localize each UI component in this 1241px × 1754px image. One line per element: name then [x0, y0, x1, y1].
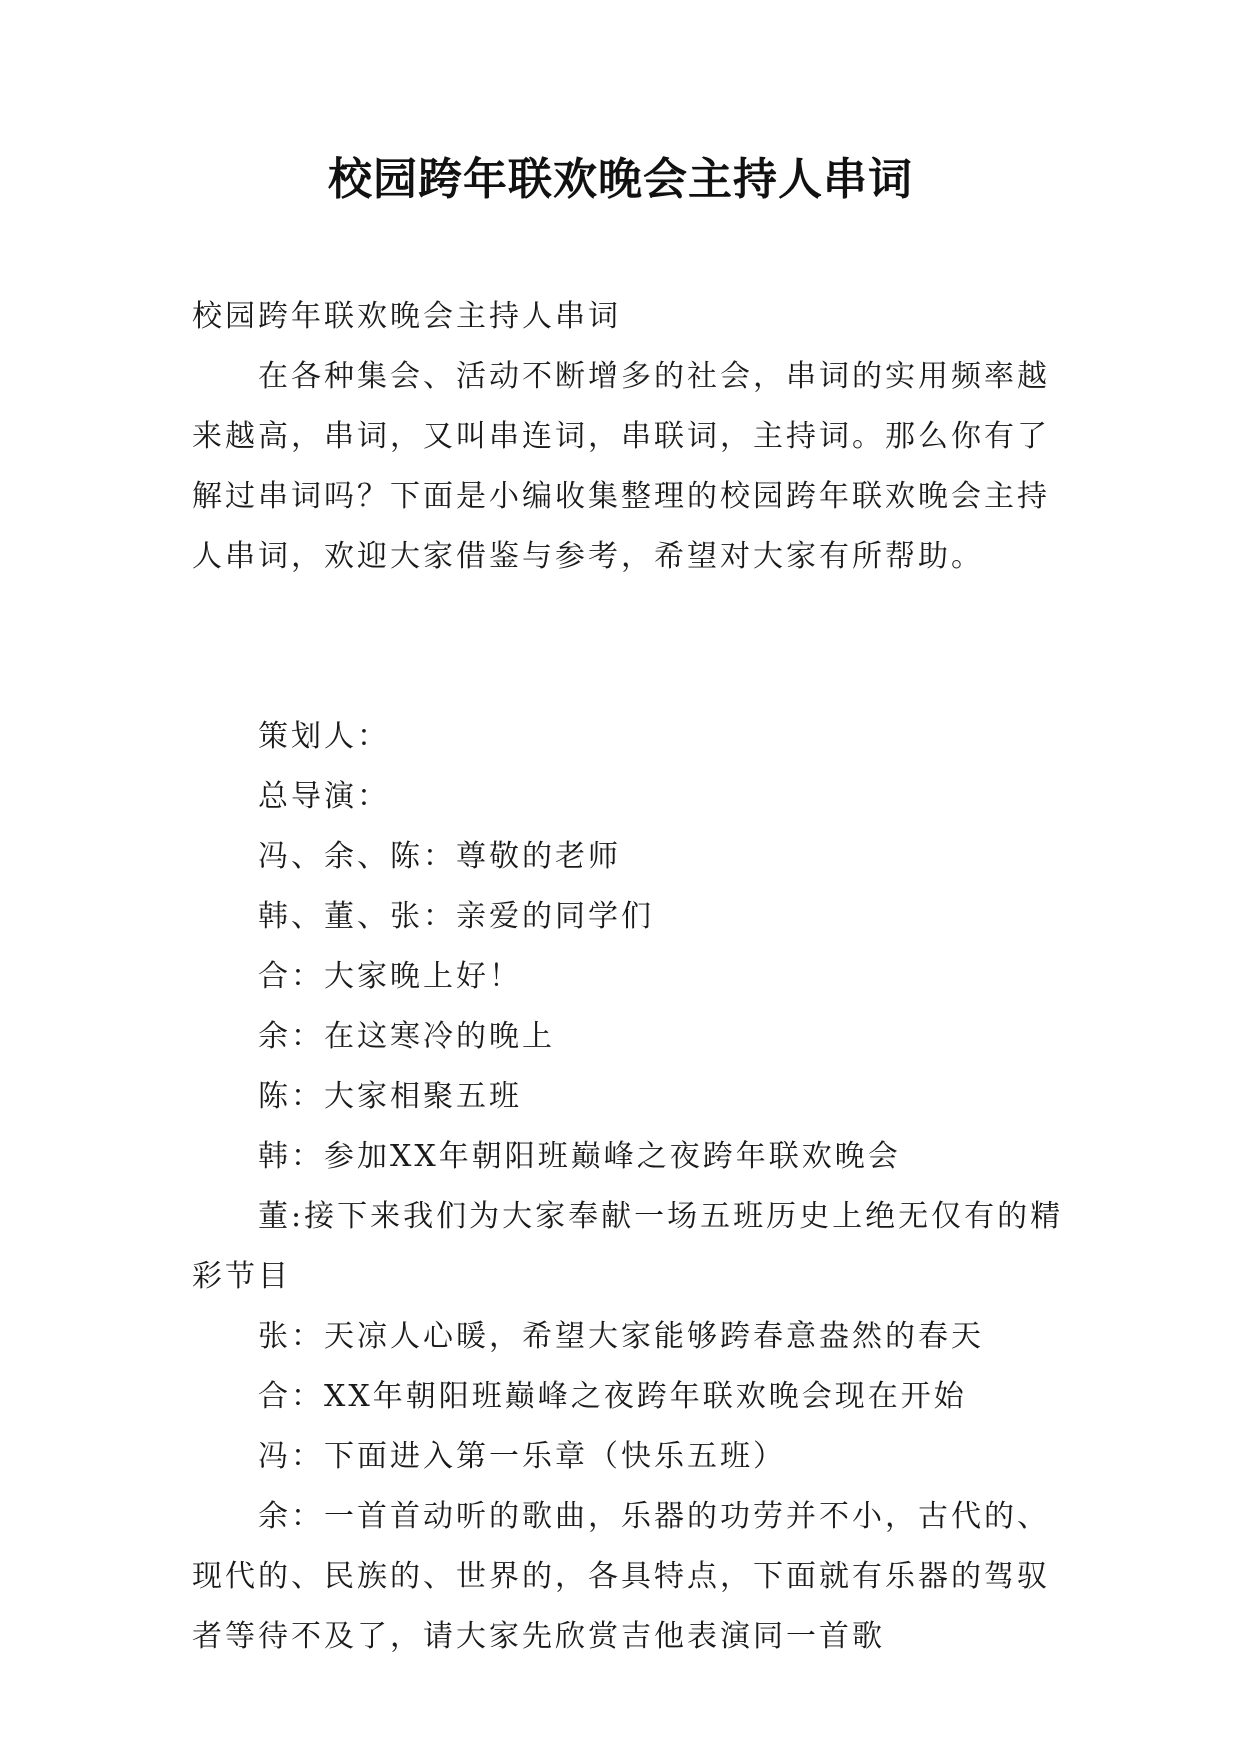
script-line: 董:接下来我们为大家奉献一场五班历史上绝无仅有的精彩节目	[192, 1199, 1064, 1294]
script-line: 合：XX年朝阳班巅峰之夜跨年联欢晚会现在开始	[258, 1379, 967, 1414]
script-line: 韩：参加XX年朝阳班巅峰之夜跨年联欢晚会	[258, 1139, 901, 1174]
script-line: 冯、余、陈：尊敬的老师	[258, 839, 621, 874]
document-title: 校园跨年联欢晚会主持人串词	[328, 154, 913, 205]
paragraph-spacer	[192, 587, 1072, 707]
script-line: 张：天凉人心暖，希望大家能够跨春意盎然的春天	[258, 1319, 984, 1354]
document-body	[192, 287, 1072, 1667]
script-line: 总导演：	[258, 779, 390, 814]
script-line: 韩、董、张：亲爱的同学们	[258, 899, 654, 934]
script-line: 余：在这寒冷的晚上	[258, 1019, 555, 1054]
script-line: 余：一首首动听的歌曲，乐器的功劳并不小，古代的、现代的、民族的、世界的，各具特点，下面就有乐器的驾驭者等待不及了，请大家先欣赏吉他表演同一首歌	[192, 1499, 1050, 1654]
intro-paragraph: 在各种集会、活动不断增多的社会，串词的实用频率越来越高，串词，又叫串连词，串联词，主持词。那么你有了解过串词吗？下面是小编收集整理的校园跨年联欢晚会主持人串词，欢迎大家借鉴与参考，希望对大家有所帮助。	[192, 359, 1050, 574]
document-subtitle: 校园跨年联欢晚会主持人串词	[192, 299, 621, 334]
script-line: 合：大家晚上好！	[258, 959, 522, 994]
script-line: 陈：大家相聚五班	[258, 1079, 522, 1114]
script-line: 冯：下面进入第一乐章（快乐五班）	[258, 1439, 786, 1474]
script-line: 策划人：	[258, 719, 390, 754]
